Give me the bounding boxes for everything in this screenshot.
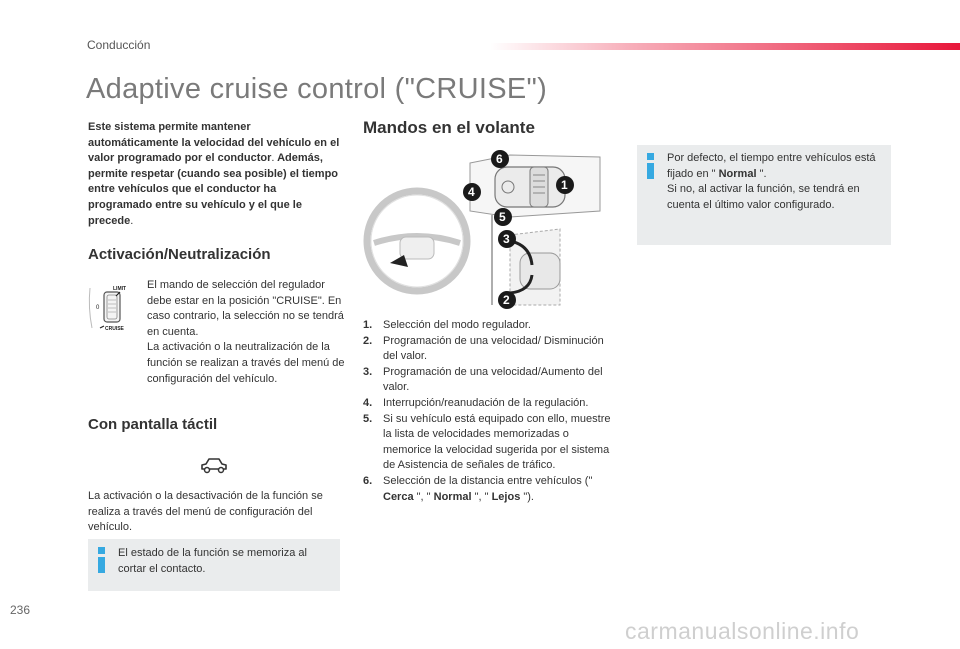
controls-list bbox=[363, 318, 613, 505]
list-item: 5. Si su vehículo está equipado con ello, muestre la lista de velocidades memorizadas o memorice la velocidad sugerida por el sistema de Asistencia de señales de tráfico. bbox=[363, 412, 611, 472]
dial-zero-label: 0 bbox=[96, 305, 100, 311]
page-title: Adaptive cruise control ("CRUISE") bbox=[86, 73, 548, 105]
car-icon bbox=[199, 455, 229, 477]
info-icon bbox=[97, 547, 106, 573]
badge-2 bbox=[498, 291, 516, 309]
cruise-selector-dial-image bbox=[86, 278, 144, 338]
option-lejos: Lejos bbox=[491, 490, 521, 503]
watermark: carmanualsonline.info bbox=[625, 618, 860, 644]
info-icon bbox=[646, 153, 655, 179]
list-item: 6. Selección de la distancia entre vehículos (" Cerca ", " Normal ", " Lejos "). bbox=[363, 474, 593, 503]
option-normal: Normal bbox=[433, 490, 472, 503]
intro-text-2: Además, permite respetar (cuando sea posible) el tiempo entre vehículos que el conductor ha programado entre su vehículo y el que le precede bbox=[88, 152, 339, 227]
intro-paragraph bbox=[88, 120, 343, 229]
touchscreen-text: La activación o la desactivación de la función se realiza a través del menú de configuración del vehículo. bbox=[88, 490, 323, 534]
option-cerca: Cerca bbox=[383, 490, 414, 503]
header-accent-bar bbox=[490, 43, 960, 50]
list-item: 3. Programación de una velocidad/Aumento del valor. bbox=[363, 365, 603, 394]
steering-controls-illustration bbox=[360, 145, 612, 315]
svg-text:4: 4 bbox=[468, 185, 475, 199]
list-item: 4. Interrupción/reanudación de la regulación. bbox=[363, 396, 589, 409]
list-item: 1. Selección del modo regulador. bbox=[363, 319, 531, 331]
default-normal-value: Normal bbox=[718, 167, 757, 180]
dial-cruise-label: CRUISE bbox=[105, 326, 124, 332]
activation-text bbox=[147, 278, 345, 387]
info-default-text: Por defecto, el tiempo entre vehículos está fijado en " Normal ". Si no, al activar la función, se tendrá en cuenta el último valor configurado. bbox=[667, 152, 876, 211]
controls-heading: Mandos en el volante bbox=[363, 118, 535, 137]
dial-limit-label: LIMIT bbox=[113, 286, 127, 292]
badge-6 bbox=[491, 150, 509, 168]
activation-text-1: El mando de selección del regulador debe estar en la posición "CRUISE". En caso contrario, la selección no se tendrá en cuenta. bbox=[147, 279, 344, 338]
activation-heading: Activación/Neutralización bbox=[88, 246, 271, 263]
activation-text-2: La activación o la neutralización de la función se realizan a través del menú de configuración del vehículo. bbox=[147, 341, 345, 385]
info-memory-text: El estado de la función se memoriza al cortar el contacto. bbox=[118, 547, 307, 575]
svg-text:6: 6 bbox=[496, 152, 503, 166]
touchscreen-heading: Con pantalla táctil bbox=[88, 416, 218, 433]
svg-text:2: 2 bbox=[503, 293, 510, 307]
svg-text:1: 1 bbox=[561, 178, 568, 192]
list-item: 2. Programación de una velocidad/ Disminución del valor. bbox=[363, 334, 604, 363]
svg-text:3: 3 bbox=[503, 232, 510, 246]
intro-text-1: Este sistema permite mantener automáticamente la velocidad del vehículo en el valor programado por el conductor bbox=[88, 121, 340, 165]
intro-text-1-end: . bbox=[271, 152, 275, 165]
section-label: Conducción bbox=[87, 38, 151, 52]
badge-3 bbox=[498, 230, 516, 248]
badge-5 bbox=[494, 208, 512, 226]
page-number: 236 bbox=[10, 603, 31, 617]
info-box-default-distance bbox=[637, 145, 891, 245]
intro-text-2-end: . bbox=[130, 214, 134, 227]
info-box-memory bbox=[88, 539, 340, 591]
badge-4 bbox=[463, 183, 481, 201]
svg-text:5: 5 bbox=[499, 210, 506, 224]
badge-1 bbox=[556, 176, 574, 194]
